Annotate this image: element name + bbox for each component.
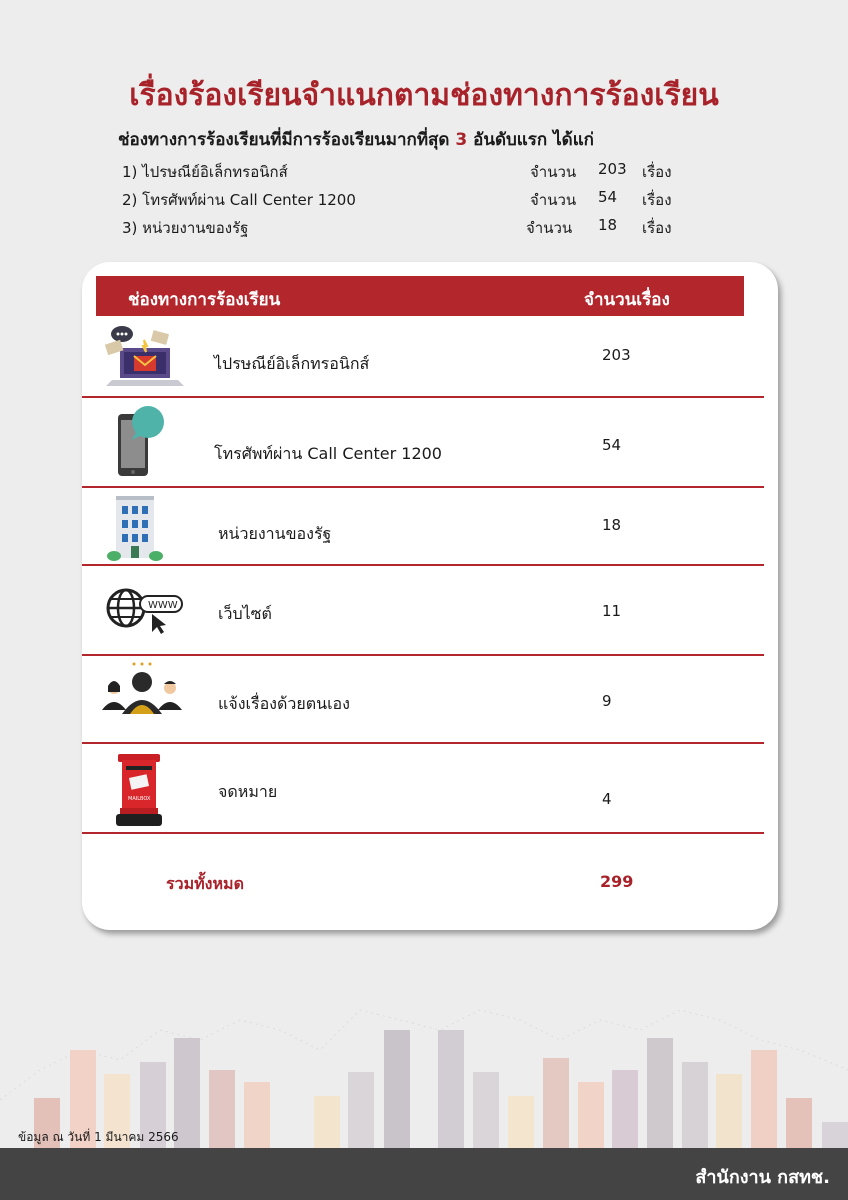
row-divider: [82, 396, 764, 398]
total-value: 299: [600, 872, 634, 891]
top3-label: จำนวน: [530, 191, 577, 209]
decorative-bar-background: [0, 990, 848, 1150]
subtitle-number: 3: [455, 130, 468, 150]
table-row: [82, 574, 764, 654]
table-header: [96, 276, 744, 316]
footer-organization: สำนักงาน กสทช.: [695, 1167, 830, 1188]
top3-name: 3) หน่วยงานของรัฐ: [122, 219, 249, 237]
table-row: [82, 750, 764, 834]
row-divider: [82, 742, 764, 744]
top3-item: [122, 160, 702, 188]
email-laptop-icon: [100, 324, 184, 404]
top3-list: [122, 160, 702, 244]
svg-text:WWW: WWW: [148, 600, 178, 611]
top3-count: 18: [598, 216, 618, 234]
table-row: [82, 324, 764, 396]
row-count: 18: [602, 516, 622, 534]
top3-item: [122, 188, 702, 216]
top3-unit: เรื่อง: [642, 219, 672, 237]
row-channel-name: แจ้งเรื่องด้วยตนเอง: [218, 694, 350, 713]
total-row: [82, 872, 764, 902]
row-divider: [82, 486, 764, 488]
header-count: จำนวนเรื่อง: [584, 290, 670, 310]
footer-bar: [0, 1148, 848, 1200]
table-row: [82, 662, 764, 742]
top3-name: 2) โทรศัพท์ผ่าน Call Center 1200: [122, 191, 356, 209]
top3-count: 203: [598, 160, 627, 178]
top3-unit: เรื่อง: [642, 163, 672, 181]
total-label: รวมทั้งหมด: [166, 874, 244, 893]
people-group-icon: [100, 662, 184, 742]
mailbox-label: MAILBOX: [128, 796, 151, 802]
header-channel: ช่องทางการร้องเรียน: [128, 290, 281, 310]
page-title: เรื่องร้องเรียนจำแนกตามช่องทางการร้องเรียน: [129, 78, 719, 113]
table-row: [82, 406, 764, 484]
channel-table-card: [82, 262, 778, 930]
data-date-note: ข้อมูล ณ วันที่ 1 มีนาคม 2566: [18, 1130, 179, 1144]
row-divider: [82, 564, 764, 566]
top3-label: จำนวน: [526, 219, 573, 237]
row-channel-name: เว็บไซต์: [218, 604, 272, 623]
mailbox-icon: [100, 750, 184, 830]
subtitle: [118, 126, 594, 153]
row-count: 4: [602, 790, 612, 808]
row-divider: [82, 654, 764, 656]
smartphone-chat-icon: [100, 406, 184, 486]
row-channel-name: ไปรษณีย์อิเล็กทรอนิกส์: [214, 354, 370, 373]
row-count: 11: [602, 602, 622, 620]
row-divider: [82, 832, 764, 834]
table-row: [82, 494, 764, 564]
row-channel-name: หน่วยงานของรัฐ: [218, 524, 332, 543]
top3-count: 54: [598, 188, 618, 206]
row-count: 203: [602, 346, 631, 364]
top3-unit: เรื่อง: [642, 191, 672, 209]
subtitle-after: อันดับแรก ได้แก่: [467, 130, 594, 150]
top3-label: จำนวน: [530, 163, 577, 181]
top3-name: 1) ไปรษณีย์อิเล็กทรอนิกส์: [122, 163, 288, 181]
government-building-icon: [100, 494, 184, 574]
globe-www-icon: [100, 574, 184, 654]
row-channel-name: จดหมาย: [218, 782, 278, 801]
top3-item: [122, 216, 702, 244]
subtitle-before: ช่องทางการร้องเรียนที่มีการร้องเรียนมากที่สุด: [118, 130, 456, 150]
row-count: 54: [602, 436, 622, 454]
row-channel-name: โทรศัพท์ผ่าน Call Center 1200: [214, 444, 442, 463]
row-count: 9: [602, 692, 612, 710]
